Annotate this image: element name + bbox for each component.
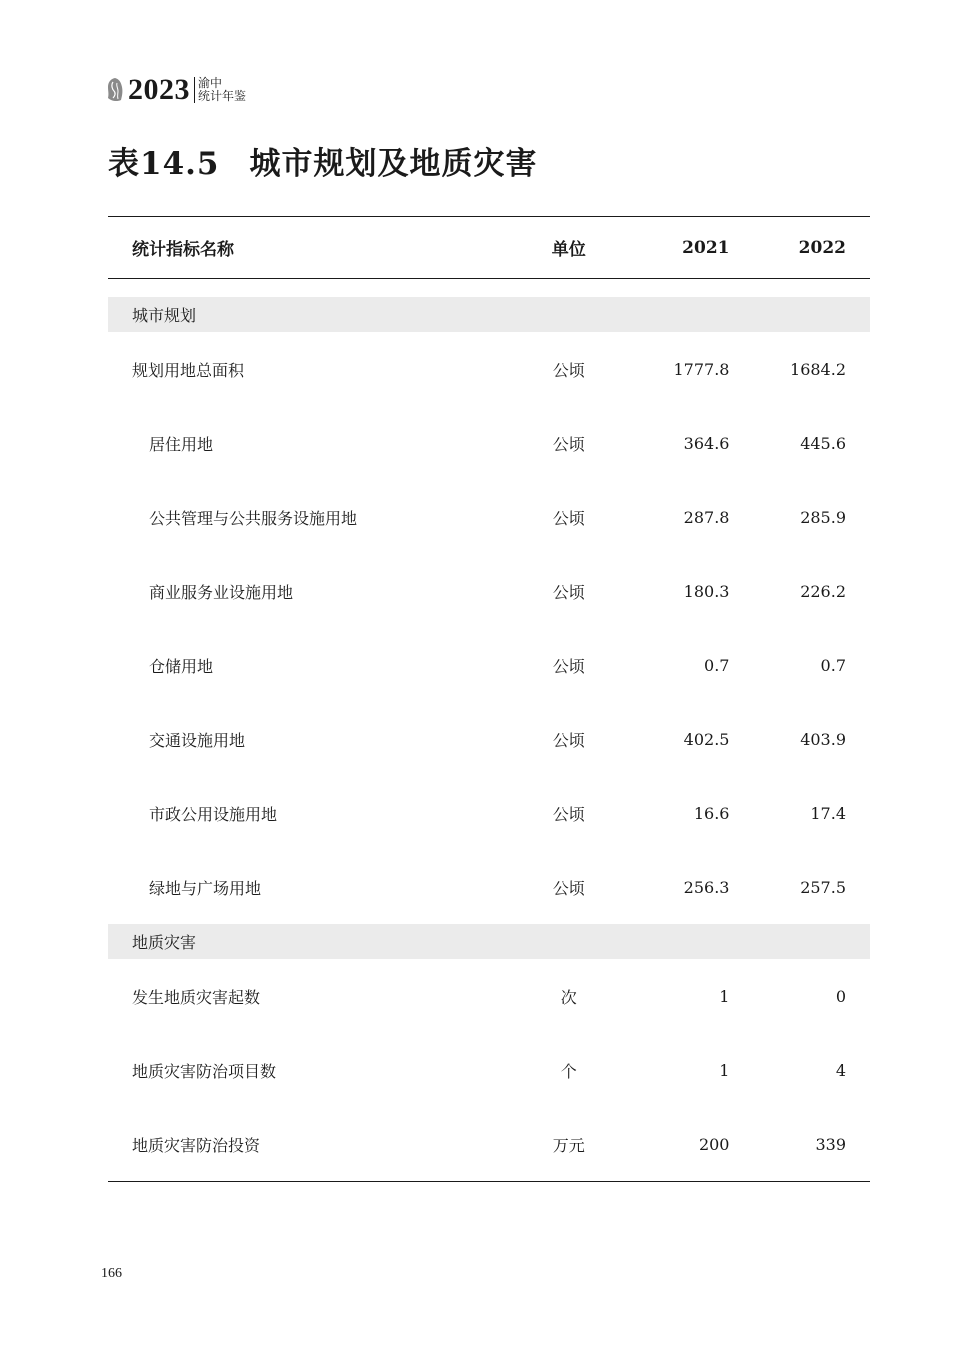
col-header-2021: 2021 [613, 217, 729, 279]
row-value-2022: 0.7 [820, 655, 846, 675]
row-value-2022: 285.9 [800, 507, 846, 527]
header-sub-line1: 渝中 [198, 76, 223, 90]
row-unit: 万元 [552, 1135, 585, 1155]
row-value-2021: 200 [698, 1134, 730, 1154]
header-sub-line2: 统计年鉴 [198, 89, 247, 103]
table-row [108, 850, 870, 924]
col-header-name: 统计指标名称 [108, 217, 525, 279]
table-row [108, 1107, 870, 1182]
table-row [108, 776, 870, 850]
row-unit: 公顷 [552, 730, 585, 750]
row-name: 规划用地总面积 [132, 360, 245, 380]
row-value-2022: 339 [815, 1134, 846, 1154]
stats-table [108, 216, 870, 1182]
row-value-2022: 403.9 [800, 729, 846, 749]
row-value-2021: 1 [719, 986, 730, 1006]
row-value-2021: 256.3 [683, 877, 730, 897]
row-name: 商业服务业设施用地 [149, 582, 294, 602]
row-name: 交通设施用地 [149, 730, 246, 750]
row-unit: 公顷 [552, 878, 585, 898]
row-value-2021: 16.6 [693, 803, 730, 823]
table-row [108, 406, 870, 480]
table-number: 表14.5 [108, 146, 220, 182]
row-value-2021: 364.6 [683, 433, 730, 453]
yearbook-header [106, 72, 246, 108]
row-name: 绿地与广场用地 [149, 878, 262, 898]
row-name: 市政公用设施用地 [149, 804, 278, 824]
row-unit: 公顷 [552, 508, 585, 528]
row-unit: 公顷 [552, 656, 585, 676]
page-number: 166 [101, 1266, 122, 1281]
row-unit: 个 [560, 1061, 577, 1081]
row-value-2022: 445.6 [800, 433, 846, 453]
row-value-2021: 402.5 [683, 729, 730, 749]
row-name: 居住用地 [149, 434, 214, 454]
table-row [108, 480, 870, 554]
spacer-row [108, 279, 870, 298]
row-unit: 公顷 [552, 434, 585, 454]
col-header-unit: 单位 [525, 217, 613, 279]
table-title: 城市规划及地质灾害 [249, 146, 538, 182]
row-value-2021: 180.3 [683, 581, 730, 601]
col-header-2022: 2022 [729, 217, 870, 279]
row-value-2022: 226.2 [800, 581, 846, 601]
row-value-2021: 0.7 [704, 655, 730, 675]
row-name: 地质灾害防治项目数 [132, 1061, 277, 1081]
table-header-row [108, 217, 870, 279]
table-row [108, 554, 870, 628]
row-value-2021: 1777.8 [673, 359, 730, 379]
row-name: 地质灾害防治投资 [132, 1135, 261, 1155]
row-name: 仓储用地 [149, 656, 214, 676]
table-row [108, 702, 870, 776]
header-subtitle [194, 77, 246, 103]
section-label: 城市规划 [108, 297, 870, 332]
row-unit: 公顷 [552, 360, 585, 380]
row-value-2022: 257.5 [800, 877, 846, 897]
row-unit: 公顷 [552, 804, 585, 824]
row-name: 发生地质灾害起数 [132, 987, 261, 1007]
row-value-2022: 17.4 [810, 803, 846, 823]
section-row [108, 924, 870, 959]
row-value-2022: 4 [835, 1060, 846, 1080]
row-value-2021: 287.8 [683, 507, 730, 527]
section-row [108, 297, 870, 332]
row-value-2022: 1684.2 [790, 359, 846, 379]
section-label: 地质灾害 [108, 924, 870, 959]
table-row [108, 1033, 870, 1107]
row-value-2022: 0 [835, 986, 846, 1006]
row-unit: 公顷 [552, 582, 585, 602]
page-title [108, 138, 538, 183]
yearbook-logo-icon [106, 77, 124, 103]
row-unit: 次 [560, 987, 577, 1007]
row-value-2021: 1 [719, 1060, 730, 1080]
table-body [108, 279, 870, 1182]
table-row [108, 959, 870, 1033]
table-row [108, 332, 870, 406]
table-row [108, 628, 870, 702]
header-year: 2023 [128, 73, 190, 106]
row-name: 公共管理与公共服务设施用地 [149, 508, 358, 528]
